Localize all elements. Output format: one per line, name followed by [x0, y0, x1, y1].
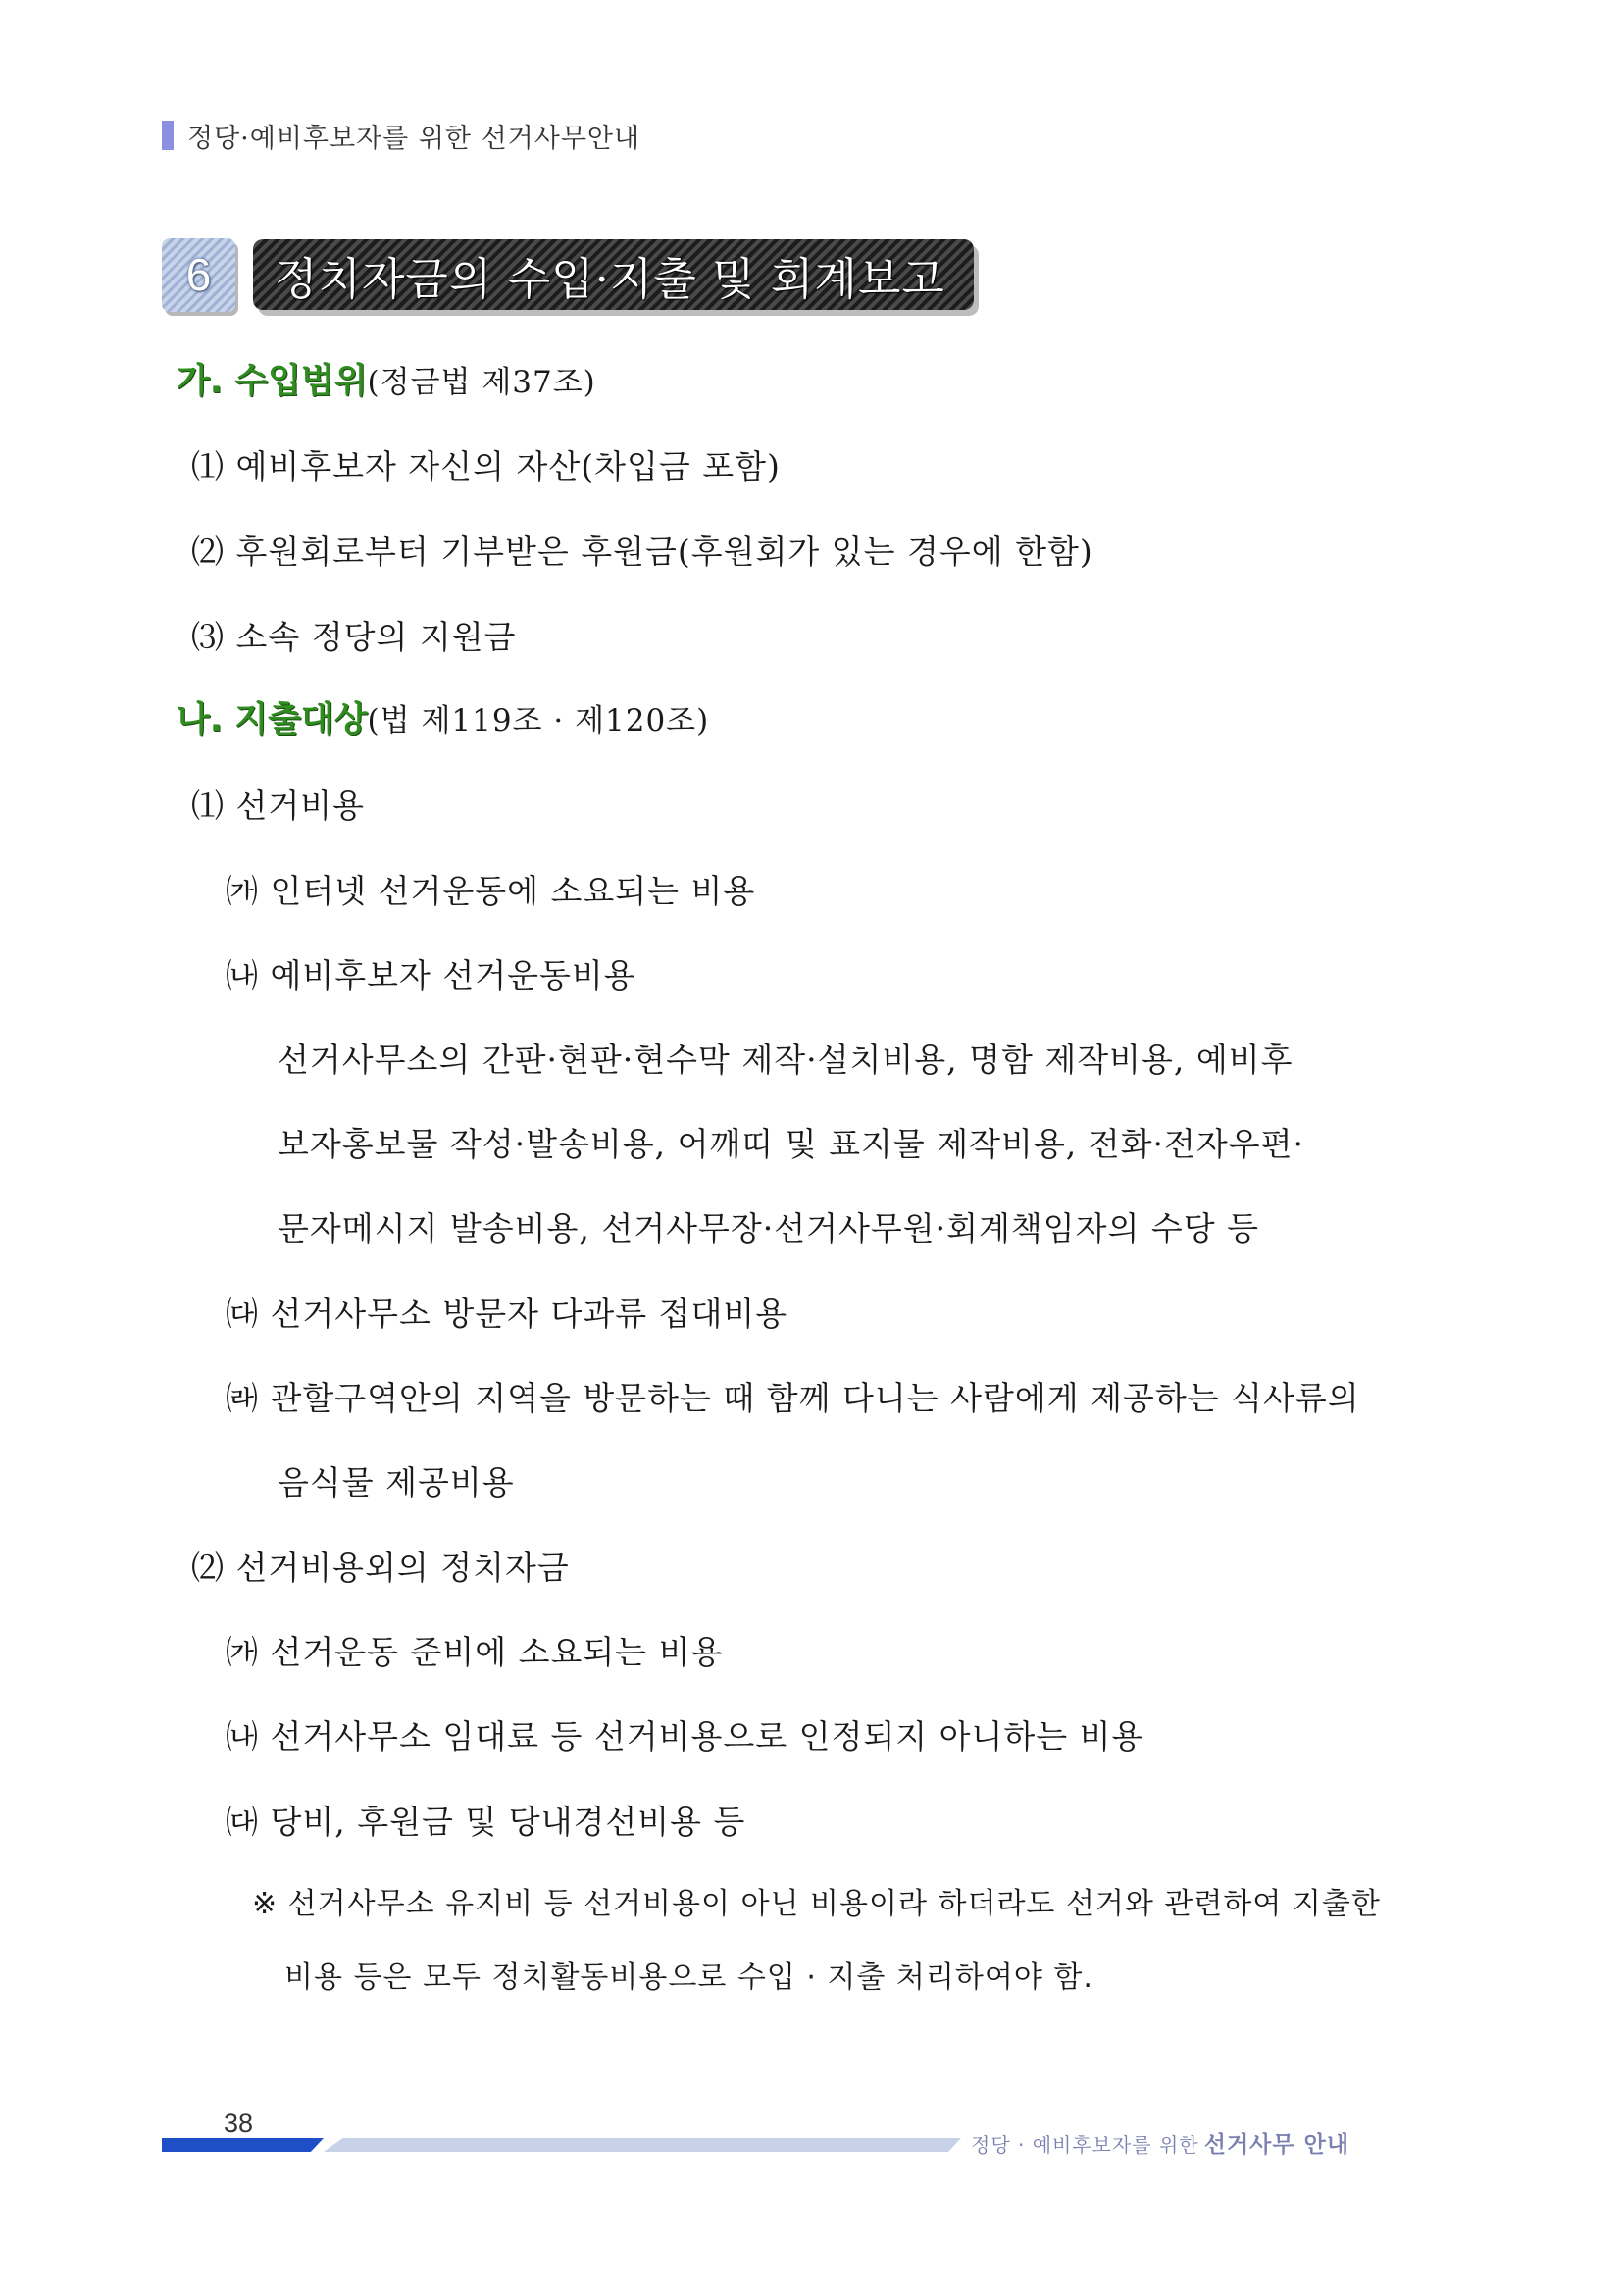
subheading-expenditure	[177, 698, 709, 747]
page-number: 38	[224, 2109, 254, 2138]
paragraph-line: 음식물 제공비용	[278, 1463, 515, 1501]
list-item: ㈏ 선거사무소 임대료 등 선거비용으로 인정되지 아니하는 비용	[226, 1717, 1144, 1755]
section-title: 정치자금의 수입·지출 및 회계보고	[253, 239, 974, 310]
note-line: ※ 선거사무소 유지비 등 선거비용이 아닌 비용이라 하더라도 선거와 관련하여 지출한	[252, 1887, 1381, 1921]
subheading-law-ref: (정금법 제37조)	[367, 365, 596, 400]
note-line: 비용 등은 모두 정치활동비용으로 수입 · 지출 처리하여야 함.	[284, 1960, 1093, 1995]
list-item: ㈏ 예비후보자 선거운동비용	[226, 956, 636, 994]
list-item: ⑴ 예비후보자 자신의 자산(차입금 포함)	[191, 447, 781, 485]
list-item: ⑴ 선거비용	[191, 787, 366, 825]
footer-band-dark	[162, 2138, 324, 2152]
paragraph-line: 선거사무소의 간판·현판·현수막 제작·설치비용, 명함 제작비용, 예비후	[278, 1041, 1294, 1079]
list-item: ⑶ 소속 정당의 지원금	[191, 618, 517, 656]
paragraph-line: 문자메시지 발송비용, 선거사무장·선거사무원·회계책임자의 수당 등	[278, 1209, 1260, 1247]
footer-title-small: 정당 · 예비후보자를 위한	[971, 2133, 1199, 2157]
section-heading	[162, 235, 974, 314]
section-number-badge: 6	[162, 238, 235, 312]
list-item: ㈎ 인터넷 선거운동에 소요되는 비용	[226, 872, 756, 910]
list-item: ㈎ 선거운동 준비에 소요되는 비용	[226, 1633, 724, 1671]
subheading-law-ref: (법 제119조 · 제120조)	[367, 703, 710, 738]
list-item: ⑵ 후원회로부터 기부받은 후원금(후원회가 있는 경우에 한함)	[191, 533, 1093, 571]
running-header	[162, 118, 640, 153]
footer-title	[971, 2126, 1349, 2159]
footer-band-light	[324, 2138, 961, 2152]
list-item: ㈑ 관할구역안의 지역을 방문하는 때 함께 다니는 사람에게 제공하는 식사류의	[226, 1379, 1360, 1417]
paragraph-line: 보자홍보물 작성·발송비용, 어깨띠 및 표지물 제작비용, 전화·전자우편·	[278, 1125, 1304, 1163]
header-accent-bar	[162, 121, 174, 150]
footer-title-big: 선거사무 안내	[1203, 2132, 1350, 2158]
running-header-title: 정당·예비후보자를 위한 선거사무안내	[187, 123, 641, 154]
list-item: ㈐ 선거사무소 방문자 다과류 접대비용	[226, 1295, 788, 1333]
subheading-label: 나. 지출대상	[177, 700, 368, 739]
subheading-label: 가. 수입범위	[177, 362, 368, 401]
subheading-income-scope	[177, 360, 596, 409]
footer-band	[162, 2138, 961, 2152]
list-item: ⑵ 선거비용외의 정치자금	[191, 1549, 570, 1587]
list-item: ㈐ 당비, 후원금 및 당내경선비용 등	[226, 1803, 746, 1841]
